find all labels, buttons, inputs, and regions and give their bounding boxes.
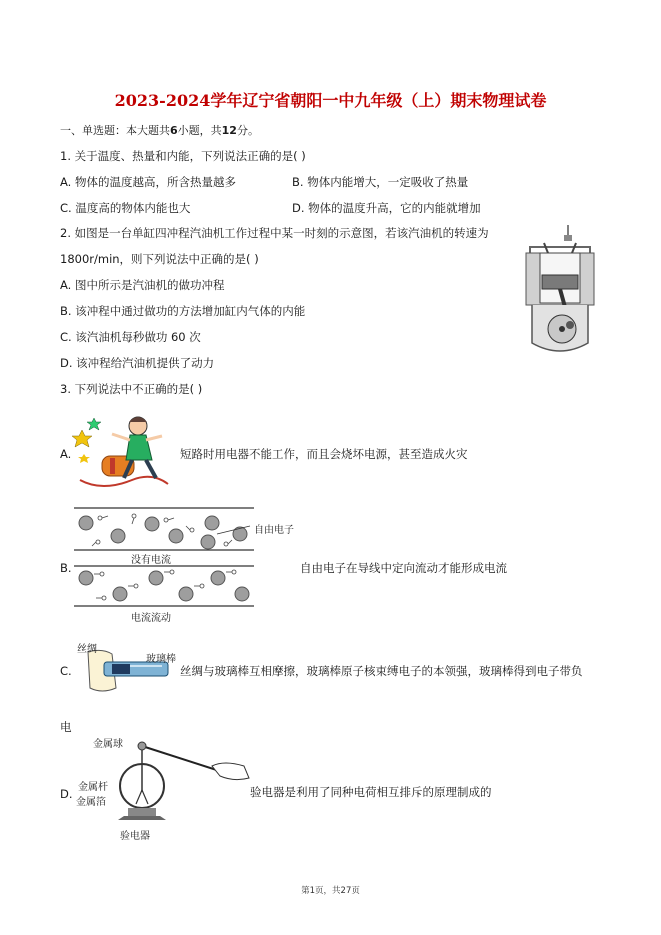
q1-option-c: C. 温度高的物体内能也大	[60, 201, 191, 215]
q3-option-a-letter: A.	[60, 447, 72, 461]
section-label: 一、单选题：本大题共	[60, 124, 170, 137]
q2-option-b: B. 该冲程中通过做功的方法增加缸内气体的内能	[60, 304, 306, 318]
q2-option-c: C. 该汽油机每秒做功 60 次	[60, 330, 201, 344]
label-current-flow: 电流流动	[131, 613, 171, 624]
q1-option-d: D. 物体的温度升高，它的内能就增加	[292, 201, 481, 215]
q1-option-a: A. 物体的温度越高，所含热量越多	[60, 175, 236, 189]
label-no-current: 没有电流	[131, 555, 171, 566]
page-footer: 第1页，共27页	[301, 886, 360, 896]
q3-option-c-text: 丝绸与玻璃棒互相摩擦，玻璃棒原子核束缚电子的本领强，玻璃棒得到电子带负	[180, 664, 583, 678]
label-electroscope: 验电器	[120, 831, 150, 842]
electroscope-diagram	[84, 736, 254, 836]
section-count: 6	[170, 124, 178, 137]
question-2-stem-line1: 2. 如图是一台单缸四冲程汽油机工作过程中某一时刻的示意图，若该汽油机的转速为	[60, 226, 489, 240]
q3-option-b-letter: B.	[60, 561, 72, 575]
engine-diagram	[520, 225, 600, 355]
q3-option-c-letter: C.	[60, 664, 72, 678]
q3-option-d-text: 验电器是利用了同种电荷相互排斥的原理制成的	[250, 785, 492, 799]
label-glass-rod: 玻璃棒	[146, 654, 176, 665]
label-metal-foil: 金属箔	[76, 797, 106, 808]
question-1-stem: 1. 关于温度、热量和内能，下列说法正确的是( )	[60, 149, 306, 163]
section-score: 12	[221, 124, 237, 137]
q1-option-b: B. 物体内能增大，一定吸收了热量	[292, 175, 469, 189]
question-3-stem: 3. 下列说法中不正确的是( )	[60, 382, 203, 396]
q3-option-c-text-wrap: 电	[60, 720, 72, 734]
label-metal-ball: 金属球	[93, 739, 123, 750]
section-tail: 分。	[236, 124, 259, 137]
label-metal-rod: 金属杆	[78, 782, 108, 793]
q3-option-a-text: 短路时用电器不能工作，而且会烧坏电源，甚至造成火灾	[180, 447, 468, 461]
q3-option-b-text: 自由电子在导线中定向流动才能形成电流	[300, 561, 507, 575]
page-title: 2023-2024学年辽宁省朝阳一中九年级（上）期末物理试卷	[114, 91, 547, 110]
q2-option-d: D. 该冲程给汽油机提供了动力	[60, 356, 215, 370]
section-header	[60, 124, 259, 138]
label-free-electron: 自由电子	[254, 525, 294, 536]
question-2-stem-line2: 1800r/min，则下列说法中正确的是( )	[60, 252, 259, 266]
section-mid: 小题，共	[177, 124, 222, 137]
q3-option-d-letter: D.	[60, 787, 73, 801]
label-silk: 丝绸	[77, 644, 97, 655]
short-circuit-cartoon	[72, 410, 177, 492]
q2-option-a: A. 图中所示是汽油机的做功冲程	[60, 278, 225, 292]
